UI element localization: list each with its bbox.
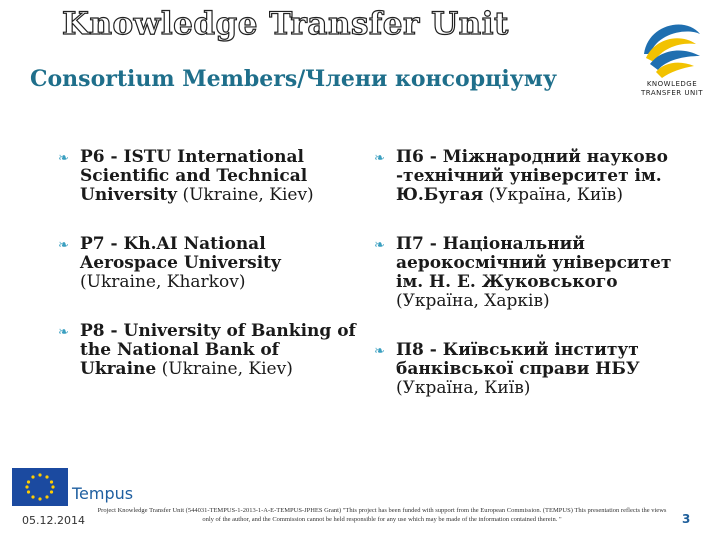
item-location: (Ukraine, Kiev) — [177, 185, 314, 205]
item-bold-text: П7 - Національний аерокосмічний університет ім. Н. Е. Жуковського — [396, 234, 672, 292]
bullet-icon: ❧ — [374, 151, 385, 166]
item-location: (Україна, Київ) — [396, 378, 531, 398]
list-item — [372, 341, 672, 398]
eu-flag-icon — [12, 468, 68, 506]
bullet-icon: ❧ — [58, 325, 69, 340]
item-location: (Україна, Київ) — [483, 185, 624, 205]
footer-date: 05.12.2014 — [22, 514, 85, 527]
bullet-icon: ❧ — [374, 238, 385, 253]
logo-text-line2: TRANSFER UNIT — [640, 89, 704, 97]
left-column — [56, 148, 356, 409]
ktu-logo-icon — [644, 24, 700, 78]
item-bold-text: П8 - Київський інститут банківської справи НБУ — [396, 340, 640, 379]
item-bold-text: P8 - University of Banking of the National Bank of Ukraine — [80, 321, 356, 379]
tempus-label: Tempus — [72, 484, 134, 503]
item-location: (Україна, Харків) — [396, 291, 550, 311]
list-item — [56, 322, 356, 379]
bullet-icon: ❧ — [58, 151, 69, 166]
bullet-icon: ❧ — [374, 344, 385, 359]
list-item — [372, 148, 672, 205]
list-item — [56, 235, 356, 292]
item-bold-text: П6 - Міжнародний науково -технічний університет ім. Ю.Бугая — [396, 147, 668, 205]
item-bold-text: P7 - Kh.AI National Aerospace University — [80, 234, 281, 273]
page-number: 3 — [682, 512, 691, 526]
item-location: (Ukraine, Kiev) — [156, 359, 293, 379]
list-item — [56, 148, 356, 205]
ktu-logo-text — [636, 80, 708, 98]
right-column — [372, 148, 672, 428]
footer-disclaimer: Project Knowledge Transfer Unit (544031-TEMPUS-1-2013-1-A-E-TEMPUS-JPHES Grant) "This project has been funded with support from the European Commission. (TEMPUS) This presentation reflects the views only of the author, and the Commission cannot be held responsible for any use which may be made of the information contained therein. " — [97, 507, 667, 523]
bullet-icon: ❧ — [58, 238, 69, 253]
item-location: (Ukraine, Kharkov) — [80, 272, 246, 292]
item-bold-text: P6 - ISTU International Scientific and Technical University — [80, 147, 308, 205]
header-title-outline: Knowledge Transfer Unit — [62, 6, 509, 42]
header-subtitle: Consortium Members/Члени консорціуму — [30, 66, 557, 92]
list-item — [372, 235, 672, 311]
logo-text-line1: KNOWLEDGE — [646, 80, 698, 88]
